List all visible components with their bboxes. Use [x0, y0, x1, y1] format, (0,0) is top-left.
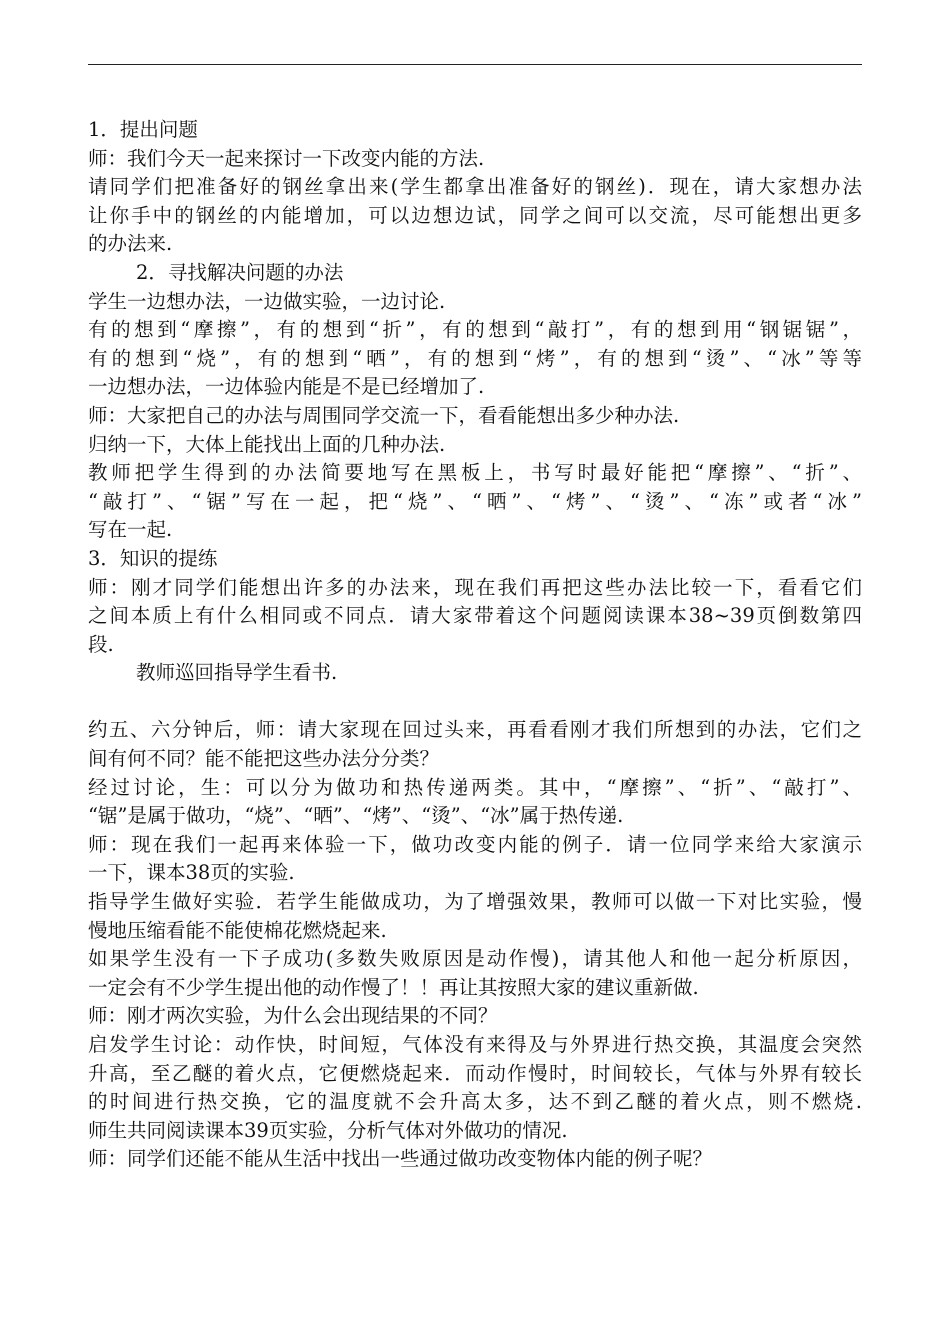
text-line: 有的想到“摩擦”，有的想到“折”，有的想到“敲打”，有的想到用“钢锯锯”， — [88, 318, 862, 342]
text-line: 如果学生没有一下子成功(多数失败原因是动作慢)，请其他人和他一起分析原因， — [88, 947, 862, 971]
text-line: 2．寻找解决问题的办法 — [136, 260, 344, 284]
text-line: 经过讨论，生：可以分为做功和热传递两类。其中，“摩擦”、“折”、“敲打”、 — [88, 775, 862, 799]
text-line: 一下，课本38页的实验. — [88, 861, 295, 885]
text-line: 慢地压缩看能不能使棉花燃烧起来. — [88, 918, 387, 942]
text-line: 归纳一下，大体上能找出上面的几种办法. — [88, 432, 446, 456]
text-line: 让你手中的钢丝的内能增加，可以边想边试，同学之间可以交流，尽可能想出更多 — [88, 203, 862, 227]
text-line: 师：刚才同学们能想出许多的办法来，现在我们再把这些办法比较一下，看看它们 — [88, 575, 862, 599]
text-line: 指导学生做好实验．若学生能做成功，为了增强效果，教师可以做一下对比实验，慢 — [88, 890, 862, 914]
text-line: 3．知识的提练 — [88, 546, 218, 570]
text-line: 约五、六分钟后，师：请大家现在回过头来，再看看刚才我们所想到的办法，它们之 — [88, 718, 862, 742]
text-line: 的办法来. — [88, 232, 173, 256]
text-line: 段. — [88, 632, 114, 656]
text-line: 师：我们今天一起来探讨一下改变内能的方法. — [88, 146, 485, 170]
text-line: 请同学们把准备好的钢丝拿出来(学生都拿出准备好的钢丝)．现在，请大家想办法 — [88, 175, 862, 199]
text-line: 写在一起. — [88, 518, 173, 542]
text-line: “锯”是属于做功，“烧”、“晒”、“烤”、“烫”、“冰”属于热传递. — [88, 804, 624, 828]
text-line: 有的想到“烧”，有的想到“晒”，有的想到“烤”，有的想到“烫”、“冰”等等 — [88, 346, 862, 370]
text-line: 师：现在我们一起再来体验一下，做功改变内能的例子．请一位同学来给大家演示 — [88, 832, 862, 856]
text-line: 1．提出问题 — [88, 118, 198, 141]
document-body — [88, 116, 862, 1174]
header-rule — [88, 64, 862, 65]
text-line: 升高，至乙醚的着火点，它便燃烧起来．而动作慢时，时间较长，气体与外界有较长 — [88, 1061, 862, 1085]
text-line: 间有何不同？能不能把这些办法分分类？ — [88, 747, 440, 771]
text-line: 师：刚才两次实验，为什么会出现结果的不同？ — [88, 1004, 498, 1028]
text-line: 学生一边想办法，一边做实验，一边讨论. — [88, 289, 446, 313]
text-line: 一定会有不少学生提出他的动作慢了！！再让其按照大家的建议重新做. — [88, 975, 699, 999]
text-line: 一边想办法，一边体验内能是不是已经增加了. — [88, 375, 485, 399]
text-line: 师：同学们还能不能从生活中找出一些通过做功改变物体内能的例子呢？ — [88, 1147, 713, 1171]
text-line: 教师把学生得到的办法简要地写在黑板上，书写时最好能把“摩擦”、“折”、 — [88, 461, 862, 485]
blank-line — [88, 688, 862, 717]
text-line: “敲打”、“锯”写在一起，把“烧”、“晒”、“烤”、“烫”、“冻”或者“冰” — [88, 489, 862, 513]
text-line: 教师巡回指导学生看书. — [136, 661, 338, 685]
text-line: 启发学生讨论：动作快，时间短，气体没有来得及与外界进行热交换，其温度会突然 — [88, 1033, 862, 1056]
text-line: 师生共同阅读课本39页实验，分析气体对外做功的情况. — [88, 1118, 568, 1142]
text-line: 之间本质上有什么相同或不同点．请大家带着这个问题阅读课本38~39页倒数第四 — [88, 604, 862, 628]
text-line: 师：大家把自己的办法与周围同学交流一下，看看能想出多少种办法. — [88, 403, 680, 427]
text-line: 的时间进行热交换，它的温度就不会升高太多，达不到乙醚的着火点，则不燃烧. — [88, 1090, 862, 1114]
